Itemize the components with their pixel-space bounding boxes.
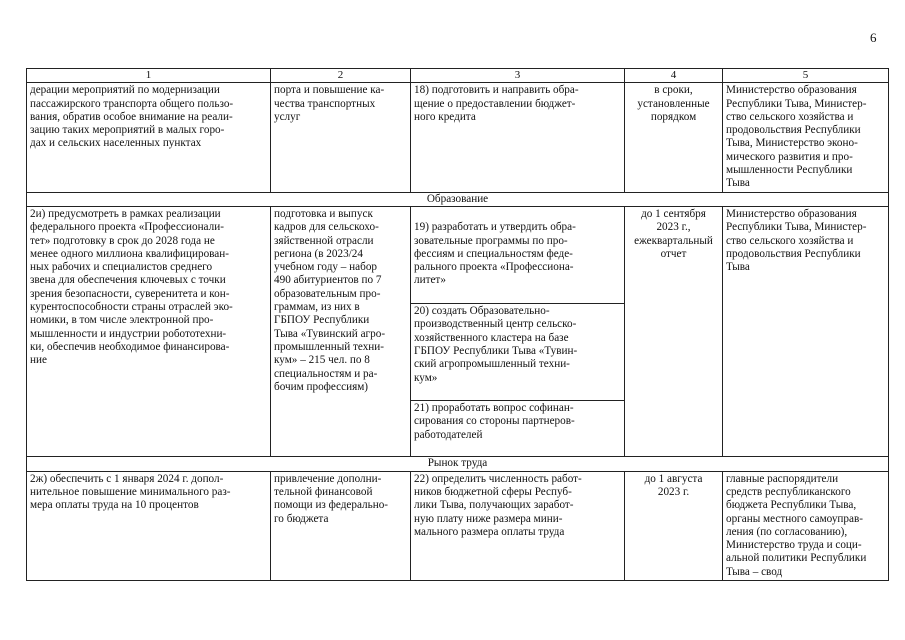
- table-row: [27, 471, 889, 580]
- measures-table: [26, 68, 889, 581]
- action-cell: [411, 206, 625, 456]
- table-row: [27, 83, 889, 192]
- action-item: 19) разработать и утвердить обра- зовательные программы по про- фессиям и специальностям феде- рального проекта «Профессиона- литет»: [414, 221, 576, 287]
- table-row: [27, 206, 889, 456]
- action-item: 20) создать Образовательно- производственный центр сельско- хозяйственного кластера на базе ГБПОУ Республики Тыва «Тувин- ский агропромышленный техни- кум»: [411, 303, 624, 385]
- section-title-labor-market: Рынок труда: [27, 457, 889, 471]
- goal-cell: порта и повышение ка- чества транспортных услуг: [271, 83, 411, 192]
- deadline-cell: до 1 августа 2023 г.: [625, 471, 723, 580]
- section-row-labor-market: [27, 457, 889, 471]
- action-cell: 18) подготовить и направить обра- щение о предоставлении бюджет- ного кредита: [411, 83, 625, 192]
- measure-cell: дерации мероприятий по модернизации пассажирского транспорта общего пользо- вания, обратив особое внимание на реали- зацию таких мероприятий в малых горо- дах и сельских населенных пунктах: [27, 83, 271, 192]
- column-header-2: 2: [271, 69, 411, 83]
- action-cell: 22) определить численность работ- ников бюджетной сферы Респуб- лики Тыва, получающих заработ- ную плату ниже размера мини- мального размера оплаты труда: [411, 471, 625, 580]
- deadline-cell: в сроки, установленные порядком: [625, 83, 723, 192]
- deadline-cell: до 1 сентября 2023 г., ежеквартальный отчет: [625, 206, 723, 456]
- column-header-3: 3: [411, 69, 625, 83]
- responsible-cell: Министерство образования Республики Тыва, Министер- ство сельского хозяйства и продовольствия Республики Тыва, Министерство эконо- мического развития и про- мышленности Республики Тыва: [723, 83, 889, 192]
- responsible-cell: главные распорядители средств республиканского бюджета Республики Тыва, органы местного самоуправ- ления (по согласованию), Министерство труда и соци- альной политики Республики Тыва – свод: [723, 471, 889, 580]
- section-row-education: [27, 192, 889, 206]
- goal-cell: подготовка и выпуск кадров для сельскохо- зяйственной отрасли региона (в 2023/24 учебном году – набор 490 абитуриентов по 7 образовательным про- граммам, из них в ГБПОУ Республики Тыва «Тувинский агро- промышленный техни- кум» – 215 чел. по 8 специальностям и ра- бочим профессиям): [271, 206, 411, 456]
- responsible-cell: Министерство образования Республики Тыва, Министер- ство сельского хозяйства и продовольствия Республики Тыва: [723, 206, 889, 456]
- measure-cell: 2ж) обеспечить с 1 января 2024 г. допол- нительное повышение минимального раз- мера оплаты труда на 10 процентов: [27, 471, 271, 580]
- column-header-1: 1: [27, 69, 271, 83]
- table-header-row: [27, 69, 889, 83]
- column-header-4: 4: [625, 69, 723, 83]
- goal-cell: привлечение дополни- тельной финансовой помощи из федерально- го бюджета: [271, 471, 411, 580]
- column-header-5: 5: [723, 69, 889, 83]
- section-title-education: Образование: [27, 192, 889, 206]
- action-item: 21) проработать вопрос софинан- сирования со стороны партнеров- работодателей: [411, 400, 624, 442]
- measure-cell: 2и) предусмотреть в рамках реализации федерального проекта «Профессионали- тет» подготовку в срок до 2028 года не менее одного миллиона квалифицирован- ных рабочих и специалистов среднего звена для обеспечения ключевых с точки зрения безопасности, суверенитета и кон- курентоспособности страны отраслей эко- номики, в том числе электронной про- мышленности и индустрии робототехни- ки, обеспечив необходимое финансирова- ние: [27, 206, 271, 456]
- page-number: 6: [870, 30, 877, 45]
